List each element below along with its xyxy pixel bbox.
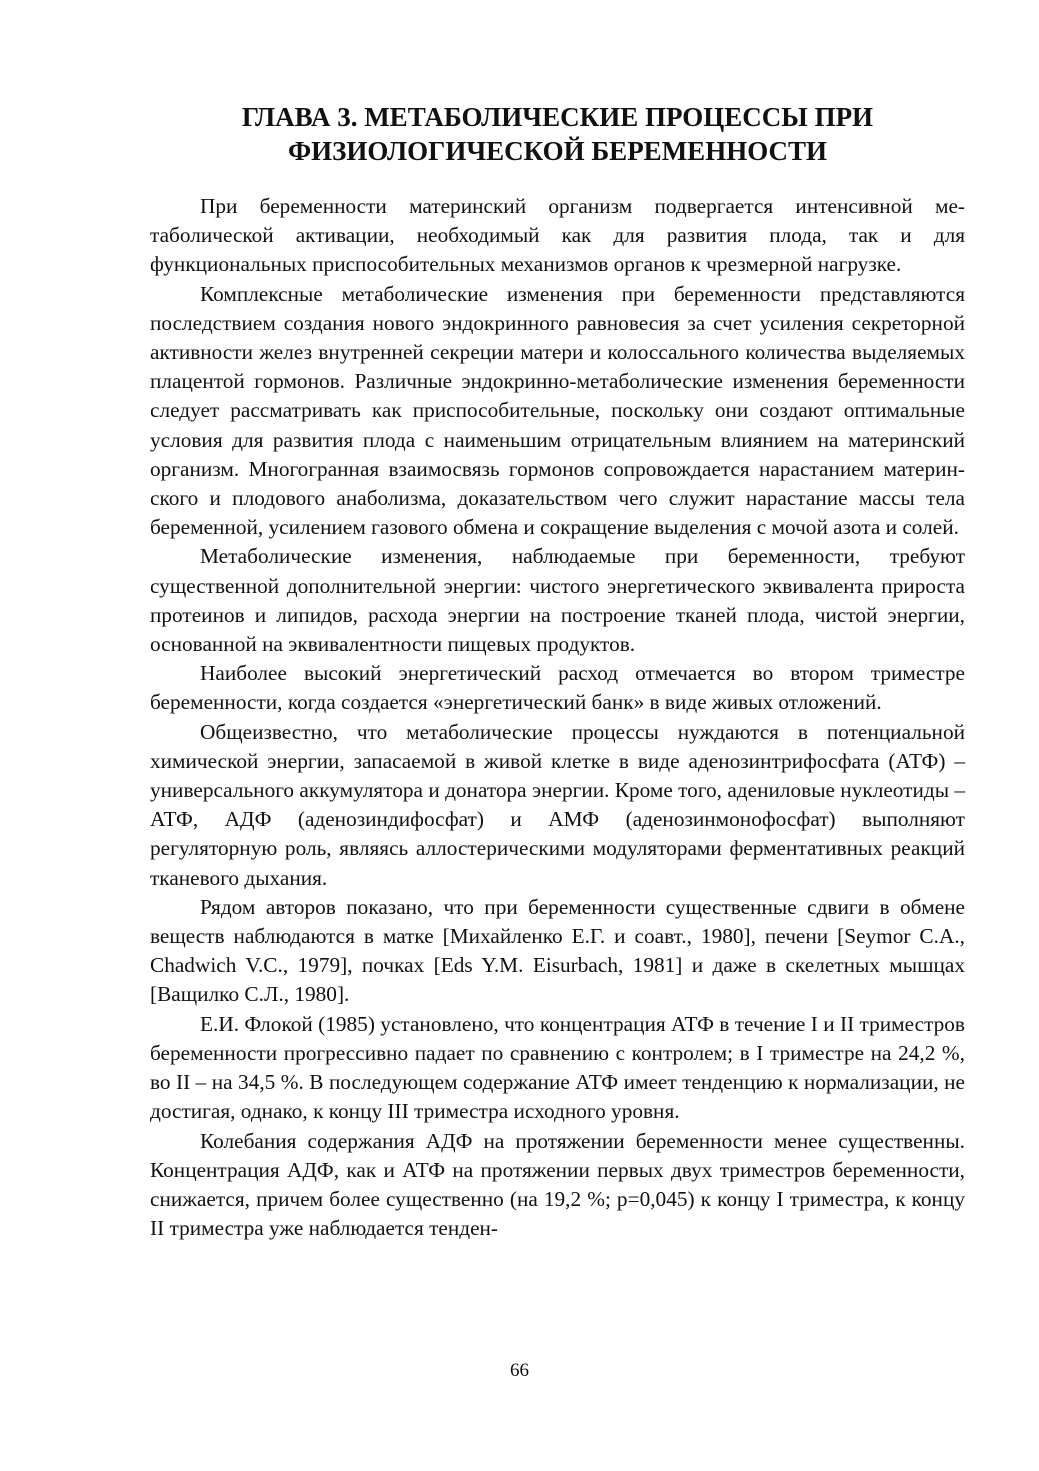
body-text — [150, 192, 965, 1243]
paragraph: Колебания содержания АДФ на протяжении беременности менее существенны. Концентрация АДФ, как и АТФ на протяжении первых двух триместров беременности, снижается, причем более существенно (на 19,2 %; р=0,045) к концу I триместра, к концу II триместра уже наблюдается тенден- — [150, 1128, 965, 1241]
chapter-title-line-2: ФИЗИОЛОГИЧЕСКОЙ БЕРЕМЕННОСТИ — [287, 136, 828, 166]
paragraph: Метаболические изменения, наблюдаемые при беременности, требуют существенной дополнительной энергии: чистого энергетического эквивалента прироста протеинов и липидов, расхода энергии на построение тканей плода, чистой энергии, основанной на эквивалентности пищевых продуктов. — [150, 544, 965, 657]
chapter-title — [150, 100, 965, 168]
paragraph: Общеизвестно, что метаболические процессы нуждаются в потенциальной химической энергии, запасаемой в живой клетке в виде аденозинтрифосфата (АТФ) – универсального аккумулятора и донатора энергии. Кроме того, адениловые нуклеотиды – АТФ, АДФ (аденозиндифосфат) и АМФ (аденозинмонофосфат) выполняют регуляторную роль, являясь аллостерическими модуляторами ферментативных реакций тканевого дыхания. — [150, 719, 965, 890]
paragraph: Рядом авторов показано, что при беременности существенные сдвиги в обмене веществ наблюдаются в матке [Михайленко Е.Г. и соавт., 1980], печени [Seymor C.A., Chadwich V.C., 1979], почках [Eds Y.M. Eisurbach, 1981] и даже в скелетных мышцах [Ващилко С.Л., 1980]. — [150, 894, 965, 1007]
paragraph: Е.И. Флокой (1985) установлено, что концентрация АТФ в течение I и II триместров беременности прогрессивно падает по сравнению с контролем; в I триместре на 24,2 %, во II – на 34,5 %. В последующем содержание АТФ имеет тенденцию к нормализации, не достигая, однако, к концу III триместра исходного уровня. — [150, 1011, 965, 1124]
page-number: 66 — [510, 1360, 529, 1381]
paragraph: Наиболее высокий энергетический расход отмечается во втором триместре беременности, когда создается «энергетический банк» в виде живых отложений. — [150, 661, 965, 715]
paragraph: При беременности материнский организм подвергается интенсивной метаболической активации, необходимый как для развития плода, так и для функциональных приспособительных механизмов органов к чрезмерной нагрузке. — [150, 194, 965, 277]
paragraph: Комплексные метаболические изменения при беременности представляются последствием создания нового эндокринного равновесия за счет усиления секреторной активности желез внутренней секреции матери и колоссального количества выделяемых плацентой гормонов. Различные эндокринно-метаболические изменения беременности следует рассматривать как приспособительные, поскольку они создают оптимальные условия для развития плода с наименьшим отрицательным влиянием на материнский организм. Многогранная взаимосвязь гормонов сопровождается нарастанием материнского и плодового анаболизма, доказательством чего служит нарастание массы тела беременной, усилением газового обмена и сокращение выделения с мочой азота и солей. — [150, 281, 965, 540]
chapter-title-line-1: ГЛАВА 3. МЕТАБОЛИЧЕСКИЕ ПРОЦЕССЫ ПРИ — [241, 102, 874, 132]
